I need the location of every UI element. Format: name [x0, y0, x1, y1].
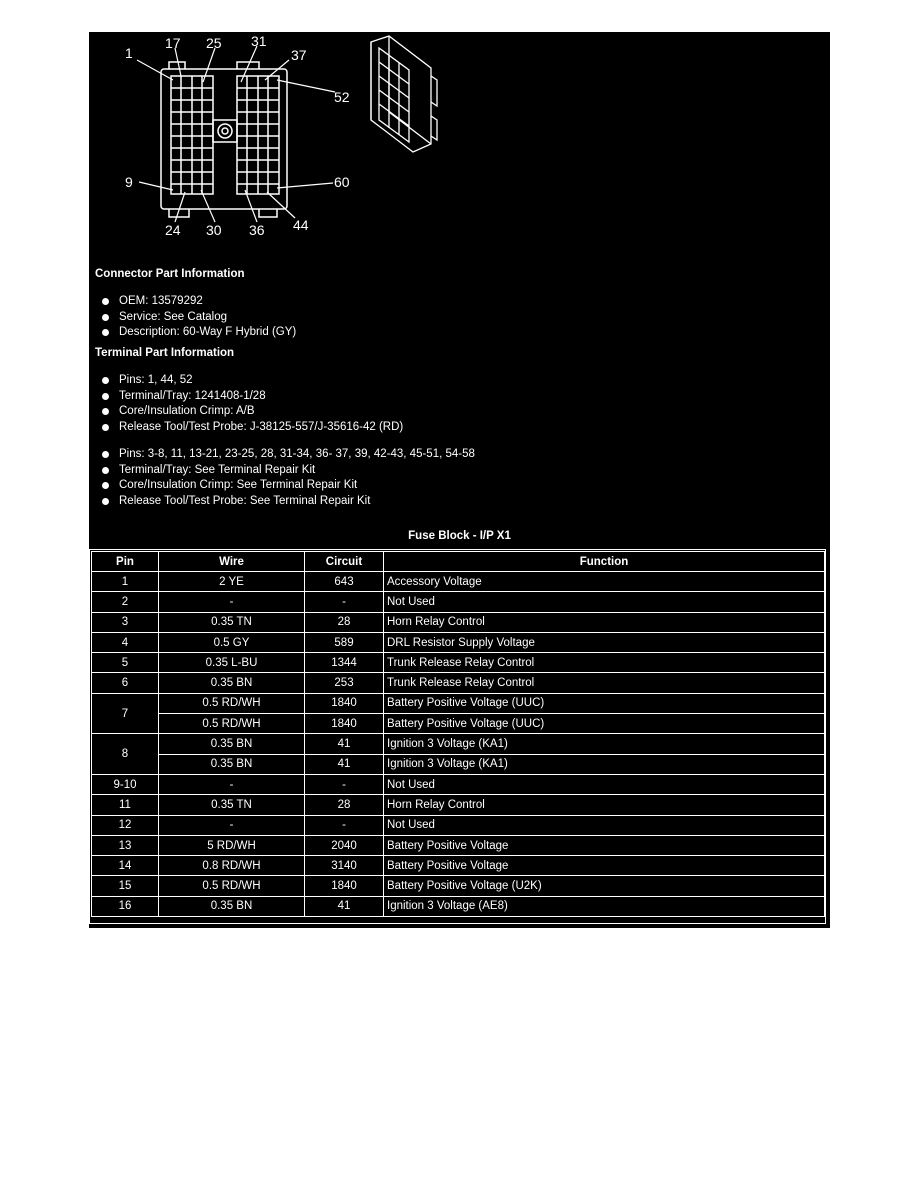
table-row: [92, 876, 825, 896]
cell-pin: 13: [92, 835, 159, 855]
callout-pin-60: 60: [334, 174, 350, 190]
cell-pin: 3: [92, 612, 159, 632]
cell-pin: 2: [92, 592, 159, 612]
bullet-icon: [102, 393, 109, 400]
cell-pin: 1: [92, 572, 159, 592]
bullet-icon: [102, 451, 109, 458]
cell-wire: 0.5 RD/WH: [159, 876, 305, 896]
callout-pin-24: 24: [165, 222, 181, 238]
list-item: OEM: 13579292: [101, 294, 296, 310]
table-row: [92, 815, 825, 835]
table-row: [92, 734, 825, 754]
cell-pin: 16: [92, 896, 159, 916]
column-header-function: Function: [384, 552, 825, 572]
table-row: [92, 856, 825, 876]
table-header-row: [92, 552, 825, 572]
callout-pin-31: 31: [251, 33, 267, 49]
list-item: Pins: 1, 44, 52: [101, 373, 403, 389]
cell-circuit: 41: [305, 754, 384, 774]
cell-wire: -: [159, 592, 305, 612]
table-row: [92, 754, 825, 774]
cell-wire: 0.35 BN: [159, 673, 305, 693]
cell-function: Horn Relay Control: [384, 795, 825, 815]
connector-iso-view: [371, 36, 437, 152]
cell-pin: 4: [92, 632, 159, 652]
cell-function: Battery Positive Voltage (UUC): [384, 714, 825, 734]
cell-circuit: -: [305, 592, 384, 612]
cell-pin: 14: [92, 856, 159, 876]
table-row: [92, 632, 825, 652]
cell-circuit: 41: [305, 896, 384, 916]
table-row: [92, 835, 825, 855]
table-body: [92, 572, 825, 917]
table-row: [92, 572, 825, 592]
table-row: [92, 795, 825, 815]
cell-wire: -: [159, 815, 305, 835]
terminal-part-list-2: [101, 447, 475, 509]
cell-wire: 0.35 BN: [159, 754, 305, 774]
table-row: [92, 896, 825, 916]
cell-circuit: 253: [305, 673, 384, 693]
cell-wire: 0.35 BN: [159, 734, 305, 754]
list-item: Pins: 3-8, 11, 13-21, 23-25, 28, 31-34, 36- 37, 39, 42-43, 45-51, 54-58: [101, 447, 475, 463]
callout-pin-52: 52: [334, 89, 350, 105]
cell-wire: -: [159, 774, 305, 794]
cell-circuit: 28: [305, 612, 384, 632]
connector-part-list: [101, 294, 296, 341]
cell-pin: 9-10: [92, 774, 159, 794]
cell-wire: 0.8 RD/WH: [159, 856, 305, 876]
table-row: [92, 774, 825, 794]
table-row: [92, 673, 825, 693]
cell-function: Battery Positive Voltage (U2K): [384, 876, 825, 896]
cell-wire: 0.5 GY: [159, 632, 305, 652]
callout-pin-37: 37: [291, 47, 307, 63]
cell-circuit: 1840: [305, 693, 384, 713]
cell-function: DRL Resistor Supply Voltage: [384, 632, 825, 652]
column-header-circuit: Circuit: [305, 552, 384, 572]
cell-function: Trunk Release Relay Control: [384, 673, 825, 693]
center-bolt: [213, 120, 237, 142]
cell-wire: 0.35 L-BU: [159, 653, 305, 673]
cell-function: Not Used: [384, 815, 825, 835]
terminal-part-heading: Terminal Part Information: [95, 347, 235, 359]
bullet-icon: [102, 424, 109, 431]
list-item: Release Tool/Test Probe: J-38125-557/J-35616-42 (RD): [101, 420, 403, 436]
connector-part-heading: Connector Part Information: [95, 268, 245, 280]
table-row: [92, 693, 825, 713]
cell-pin: 5: [92, 653, 159, 673]
cell-wire: 0.5 RD/WH: [159, 714, 305, 734]
callout-pin-17: 17: [165, 35, 181, 51]
cell-wire: 2 YE: [159, 572, 305, 592]
left-cavity-block: [171, 76, 213, 194]
cell-circuit: 1344: [305, 653, 384, 673]
list-item: Service: See Catalog: [101, 310, 296, 326]
table-row: [92, 592, 825, 612]
cell-pin: 12: [92, 815, 159, 835]
connector-latch-bottom: [169, 209, 277, 217]
cell-function: Ignition 3 Voltage (KA1): [384, 754, 825, 774]
list-item: Description: 60-Way F Hybrid (GY): [101, 325, 296, 341]
cell-function: Battery Positive Voltage: [384, 856, 825, 876]
bullet-icon: [102, 467, 109, 474]
list-item: Core/Insulation Crimp: See Terminal Repair Kit: [101, 478, 475, 494]
callout-leaders: [137, 46, 335, 222]
callout-pin-36: 36: [249, 222, 265, 238]
bullet-icon: [102, 298, 109, 305]
list-item: Terminal/Tray: See Terminal Repair Kit: [101, 463, 475, 479]
list-item: Core/Insulation Crimp: A/B: [101, 404, 403, 420]
table-row: [92, 714, 825, 734]
cell-pin: 8: [92, 734, 159, 775]
callout-pin-1: 1: [125, 45, 133, 61]
cell-circuit: -: [305, 815, 384, 835]
cell-circuit: 643: [305, 572, 384, 592]
bullet-icon: [102, 314, 109, 321]
terminal-part-list-1: [101, 373, 403, 435]
cell-pin: 7: [92, 693, 159, 734]
cell-circuit: 1840: [305, 714, 384, 734]
connector-diagram: [89, 32, 830, 272]
column-header-wire: Wire: [159, 552, 305, 572]
bullet-icon: [102, 482, 109, 489]
bullet-icon: [102, 329, 109, 336]
cell-function: Not Used: [384, 592, 825, 612]
cell-circuit: 28: [305, 795, 384, 815]
callout-pin-30: 30: [206, 222, 222, 238]
bullet-icon: [102, 498, 109, 505]
cell-function: Trunk Release Relay Control: [384, 653, 825, 673]
cell-wire: 0.35 TN: [159, 612, 305, 632]
cell-pin: 11: [92, 795, 159, 815]
cell-function: Horn Relay Control: [384, 612, 825, 632]
right-cavity-block: [237, 76, 279, 194]
connector-latch-top: [169, 62, 259, 69]
cell-circuit: 2040: [305, 835, 384, 855]
cell-pin: 6: [92, 673, 159, 693]
cell-function: Battery Positive Voltage: [384, 835, 825, 855]
cell-function: Ignition 3 Voltage (KA1): [384, 734, 825, 754]
table-row: [92, 653, 825, 673]
cell-circuit: 589: [305, 632, 384, 652]
cell-wire: 0.5 RD/WH: [159, 693, 305, 713]
table-title: Fuse Block - I/P X1: [408, 530, 511, 542]
cell-pin: 15: [92, 876, 159, 896]
callout-pin-9: 9: [125, 174, 133, 190]
bullet-icon: [102, 408, 109, 415]
cell-circuit: 3140: [305, 856, 384, 876]
cell-wire: 5 RD/WH: [159, 835, 305, 855]
list-item: Terminal/Tray: 1241408-1/28: [101, 389, 403, 405]
cell-circuit: -: [305, 774, 384, 794]
callout-pin-25: 25: [206, 35, 222, 51]
connector-info-panel: [89, 32, 830, 928]
cell-function: Accessory Voltage: [384, 572, 825, 592]
cell-function: Ignition 3 Voltage (AE8): [384, 896, 825, 916]
cell-function: Not Used: [384, 774, 825, 794]
pinout-table: [91, 551, 825, 917]
table-row: [92, 612, 825, 632]
cell-circuit: 1840: [305, 876, 384, 896]
callout-pin-44: 44: [293, 217, 309, 233]
cell-circuit: 41: [305, 734, 384, 754]
column-header-pin: Pin: [92, 552, 159, 572]
list-item: Release Tool/Test Probe: See Terminal Repair Kit: [101, 494, 475, 510]
cell-wire: 0.35 TN: [159, 795, 305, 815]
bullet-icon: [102, 377, 109, 384]
cell-function: Battery Positive Voltage (UUC): [384, 693, 825, 713]
cell-wire: 0.35 BN: [159, 896, 305, 916]
